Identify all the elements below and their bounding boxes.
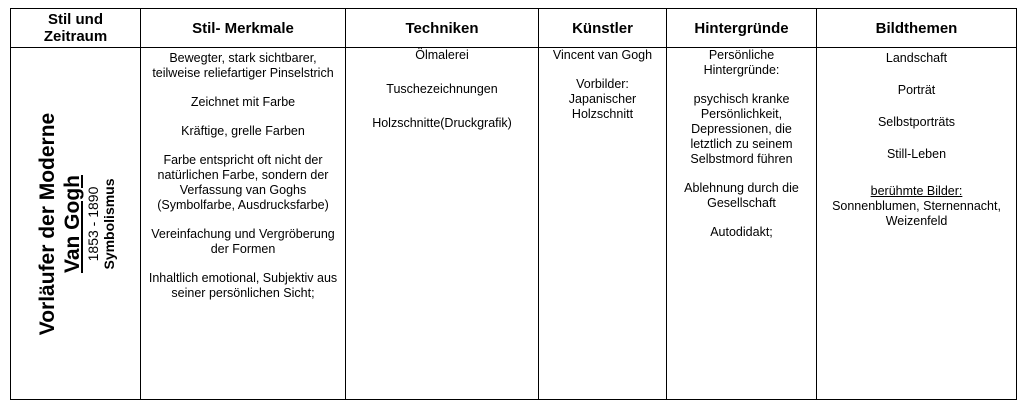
period-style: Symbolismus <box>100 177 117 270</box>
technique-item: Ölmalerei <box>415 48 469 62</box>
header-row <box>11 9 1017 48</box>
feature-item: Inhaltlich emotional, Subjektiv aus seiner persönlichen Sicht; <box>148 271 338 300</box>
period-epoch: Vorläufer der Moderne <box>35 112 59 335</box>
feature-item: Zeichnet mit Farbe <box>190 95 296 109</box>
theme-item: Still-Leben <box>886 147 947 161</box>
period-cell <box>11 48 141 400</box>
features-cell <box>141 48 346 400</box>
themes-cell <box>817 48 1017 400</box>
header-background: Hintergründe <box>667 9 817 48</box>
header-features: Stil- Merkmale <box>141 9 346 48</box>
header-themes: Bildthemen <box>817 9 1017 48</box>
background-item: Persönliche Hintergründe: <box>703 48 780 77</box>
famous-works: Sonnenblumen, Sternennacht, Weizenfeld <box>832 199 1001 228</box>
background-item: psychisch kranke Persönlichkeit, Depressionen, die letztlich zu seinem Selbstmord führen <box>690 92 793 166</box>
famous-works-label: berühmte Bilder: <box>870 184 963 198</box>
background-item: Ablehnung durch die Gesellschaft <box>684 181 799 210</box>
theme-item: Selbstporträts <box>877 115 956 129</box>
feature-item: Bewegter, stark sichtbarer, teilweise reliefartiger Pinselstrich <box>152 51 334 80</box>
theme-item: Porträt <box>897 83 936 97</box>
technique-item: Tuschezeichnungen <box>386 82 498 96</box>
header-period: Stil und Zeitraum <box>11 9 141 48</box>
artist-cell <box>539 48 667 400</box>
theme-item: Landschaft <box>885 51 948 65</box>
content-row <box>11 48 1017 400</box>
techniques-cell <box>346 48 539 400</box>
feature-item: Vereinfachung und Vergröberung der Formen <box>151 227 335 256</box>
art-history-table <box>10 8 1017 400</box>
artist-name: Vincent van Gogh <box>552 48 653 62</box>
feature-item: Farbe entspricht oft nicht der natürlichen Farbe, sondern der Verfassung van Goghs (Symbolfarbe, Ausdrucksfarbe) <box>157 153 329 212</box>
header-techniques: Techniken <box>346 9 539 48</box>
period-artist: Van Gogh <box>60 174 84 273</box>
feature-item: Kräftige, grelle Farben <box>181 124 305 138</box>
technique-item: Holzschnitte(Druckgrafik) <box>372 116 512 130</box>
artist-influences: Vorbilder: Japanischer Holzschnitt <box>568 77 637 121</box>
header-artist: Künstler <box>539 9 667 48</box>
period-rotated-text <box>35 112 117 335</box>
period-years: 1853 - 1890 <box>84 186 101 261</box>
background-item: Autodidakt; <box>710 225 773 239</box>
background-cell <box>667 48 817 400</box>
